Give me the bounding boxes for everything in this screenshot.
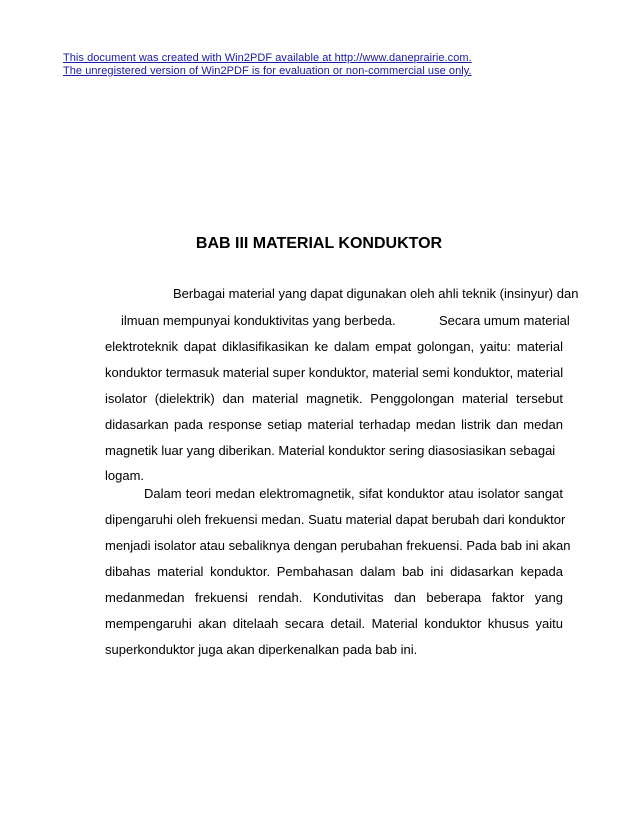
paragraph-2-line-6: mempengaruhi akan ditelaah secara detail. Material konduktor khusus yaitu	[105, 616, 563, 631]
paragraph-1-line-6: didasarkan pada response setiap material terhadap medan listrik dan medan	[105, 417, 563, 432]
paragraph-2-line-3: menjadi isolator atau sebaliknya dengan perubahan frekuensi. Pada bab ini akan	[105, 538, 571, 553]
paragraph-1-line-3: elektroteknik dapat diklasifikasikan ke dalam empat golongan, yaitu: material	[105, 339, 563, 354]
paragraph-1-line-7: magnetik luar yang diberikan. Material konduktor sering diasosiasikan sebagai	[105, 443, 556, 458]
paragraph-2-line-7: superkonduktor juga akan diperkenalkan pada bab ini.	[105, 642, 418, 657]
chapter-title: BAB III MATERIAL KONDUKTOR	[195, 235, 443, 252]
paragraph-1-line-4: konduktor termasuk material super konduktor, material semi konduktor, material	[105, 365, 564, 380]
paragraph-2-line-2: dipengaruhi oleh frekuensi medan. Suatu material dapat berubah dari konduktor	[105, 512, 566, 527]
paragraph-2-line-1: Dalam teori medan elektromagnetik, sifat konduktor atau isolator sangat	[144, 486, 563, 501]
paragraph-1-line-8: logam.	[105, 468, 145, 483]
paragraph-2-line-4: dibahas material konduktor. Pembahasan dalam bab ini didasarkan kepada	[105, 564, 563, 579]
paragraph-1-line-1: Berbagai material yang dapat digunakan oleh ahli teknik (insinyur) dan	[173, 286, 579, 301]
paragraph-1-line-2b: Secara umum material	[439, 313, 570, 328]
watermark-notice[interactable]	[63, 52, 472, 78]
watermark-line-2[interactable]: The unregistered version of Win2PDF is for evaluation or non-commercial use only.	[63, 65, 472, 77]
paragraph-1-line-2a: ilmuan mempunyai konduktivitas yang berbeda.	[121, 313, 396, 328]
watermark-line-1[interactable]: This document was created with Win2PDF available at http://www.daneprairie.com.	[63, 52, 472, 64]
paragraph-2-line-5: medanmedan frekuensi rendah. Kondutivitas dan beberapa faktor yang	[105, 590, 563, 605]
paragraph-1-line-5: isolator (dielektrik) dan material magnetik. Penggolongan material tersebut	[105, 391, 563, 406]
